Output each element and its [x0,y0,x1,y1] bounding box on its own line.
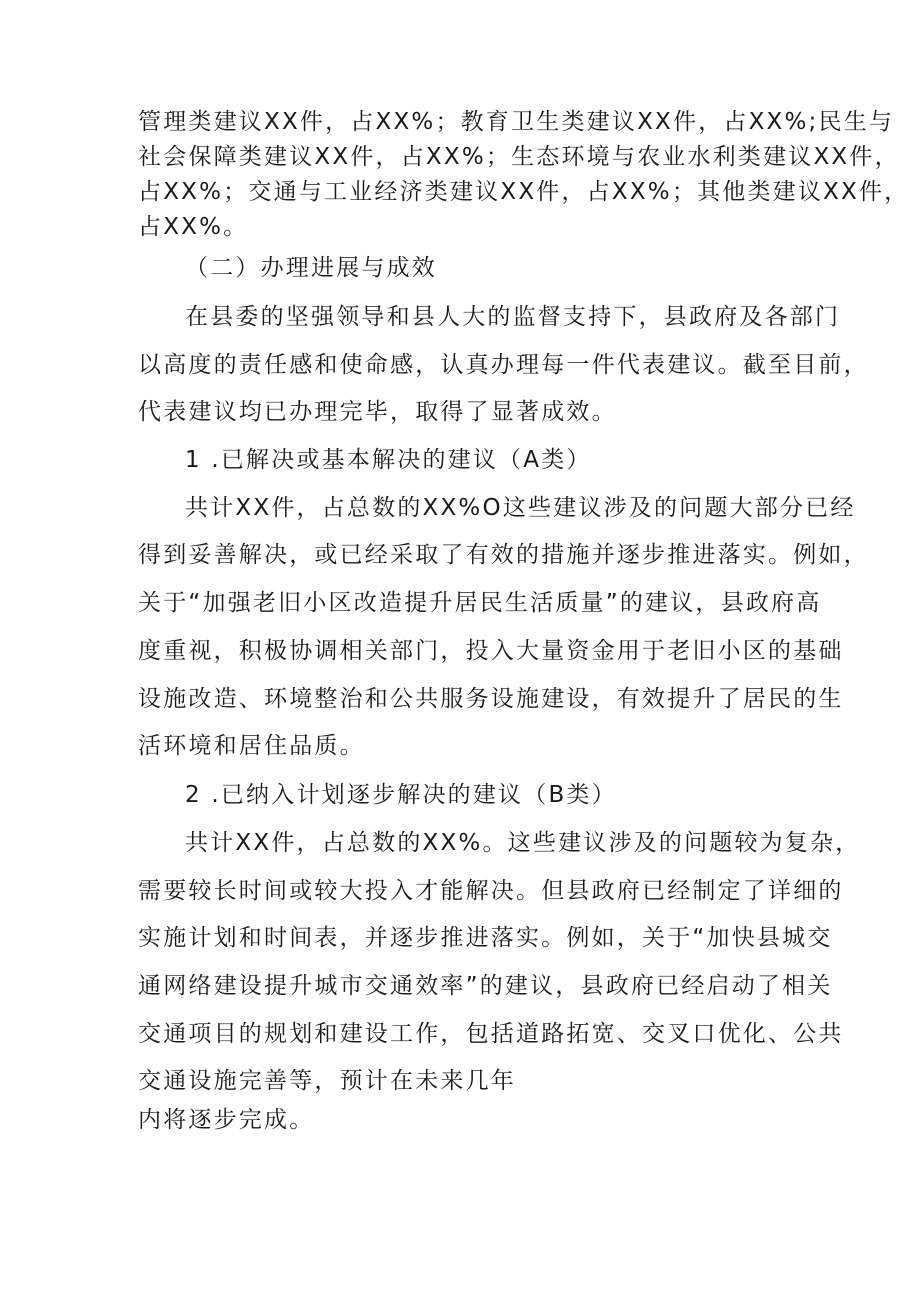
paragraph-line: 活环境和居住品质。 [138,733,365,759]
paragraph-line: 需要较长时间或较大投入才能解决。但县政府已经制定了详细的 [138,878,844,904]
paragraph-line: 设施改造、环境整治和公共服务设施建设，有效提升了居民的生 [138,686,844,712]
paragraph-line: 实施计划和时间表，并逐步推进落实。例如，关于“加快县城交 [138,925,833,951]
paragraph-line: 关于“加强老旧小区改造提升居民生活质量”的建议，县政府高 [138,590,822,616]
paragraph-line: 管理类建议XX件，占XX%；教育卫生类建议XX件，占XX%;民生与 [138,109,895,135]
paragraph-line: 社会保障类建议XX件，占XX%；生态环境与农业水利类建议XX件， [138,144,900,170]
paragraph-line: 度重视，积极协调相关部门，投入大量资金用于老旧小区的基础 [138,638,844,664]
paragraph-line: 共计XX件，占总数的XX%。这些建议涉及的问题较为复杂， [185,830,861,856]
paragraph-line: 占XX%。 [138,214,249,240]
paragraph-line: 占XX%；交通与工业经济类建议XX件，占XX%；其他类建议XX件， [138,179,910,205]
paragraph-line: 在县委的坚强领导和县人大的监督支持下，县政府及各部门 [185,304,841,330]
paragraph-line: 代表建议均已办理完毕，取得了显著成效。 [138,399,617,425]
subsection-heading: 2 .已纳入计划逐步解决的建议（B类） [185,782,617,808]
paragraph-line: 内将逐步完成。 [138,1107,315,1133]
paragraph-line: 共计XX件，占总数的XX%O这些建议涉及的问题大部分已经 [185,495,856,521]
section-heading: （二）办理进展与成效 [185,255,437,281]
paragraph-line: 得到妥善解决，或已经采取了有效的措施并逐步推进落实。例如， [138,542,869,568]
paragraph-line: 交通项目的规划和建设工作，包括道路拓宽、交叉口优化、公共 [138,1021,844,1047]
paragraph-line: 交通设施完善等，预计在未来几年 [138,1068,516,1094]
paragraph-line: 通网络建设提升城市交通效率”的建议，县政府已经启动了相关 [138,973,833,999]
subsection-heading: 1 .已解决或基本解决的建议（A类） [185,447,592,473]
paragraph-line: 以高度的责任感和使命感，认真办理每一件代表建议。截至目前， [138,352,869,378]
